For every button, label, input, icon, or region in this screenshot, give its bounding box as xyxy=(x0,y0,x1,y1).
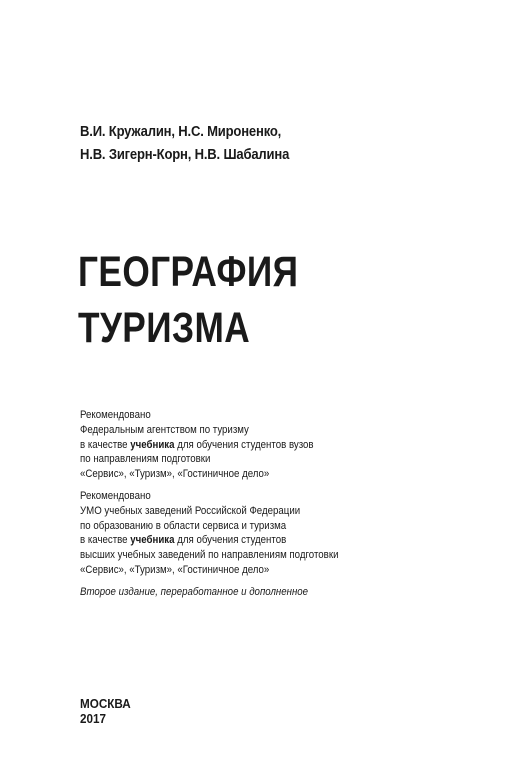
imprint-city: МОСКВА xyxy=(80,696,131,711)
book-title-line-1: ГЕОГРАФИЯ xyxy=(78,248,299,296)
rec2-line-6: «Сервис», «Туризм», «Гостиничное дело» xyxy=(80,563,270,576)
rec1-line-3-bold: учебника xyxy=(130,438,175,451)
authors-line-1: В.И. Кружалин, Н.С. Мироненко, xyxy=(80,124,282,140)
rec2-line-4 xyxy=(80,533,338,548)
rec2-line-4-bold: учебника xyxy=(130,534,175,547)
authors-line-2: Н.В. Зигерн-Корн, Н.В. Шабалина xyxy=(80,147,290,163)
imprint xyxy=(80,696,131,726)
rec1-line-1: Рекомендовано xyxy=(80,409,151,421)
rec2-line-4-post: для обучения студентов xyxy=(174,534,287,547)
rec1-line-4: по направлениям подготовки xyxy=(80,453,211,466)
rec2-line-4-pre: в качестве xyxy=(80,534,131,547)
edition-note: Второе издание, переработанное и дополненное xyxy=(80,585,309,598)
rec2-line-1: Рекомендовано xyxy=(80,489,151,502)
rec1-line-5: «Сервис», «Туризм», «Гостиничное дело» xyxy=(80,468,270,481)
rec2-line-5: высших учебных заведений по направлениям подготовки xyxy=(80,549,339,562)
rec2-line-2: УМО учебных заведений Российской Федерации xyxy=(80,504,301,517)
rec1-line-3-pre: в качестве xyxy=(80,438,131,451)
recommendation-block-2 xyxy=(80,489,338,578)
book-title xyxy=(78,244,298,356)
imprint-year: 2017 xyxy=(80,711,107,726)
rec1-line-3-post: для обучения студентов вузов xyxy=(174,438,314,451)
rec2-line-3: по образованию в области сервиса и туризма xyxy=(80,519,287,532)
authors xyxy=(80,121,289,167)
rec1-line-2: Федеральным агентством по туризму xyxy=(80,423,249,436)
recommendation-block-1 xyxy=(80,408,338,482)
rec1-line-3 xyxy=(80,438,338,453)
recommendations xyxy=(80,408,338,600)
book-title-line-2: ТУРИЗМА xyxy=(78,304,251,352)
